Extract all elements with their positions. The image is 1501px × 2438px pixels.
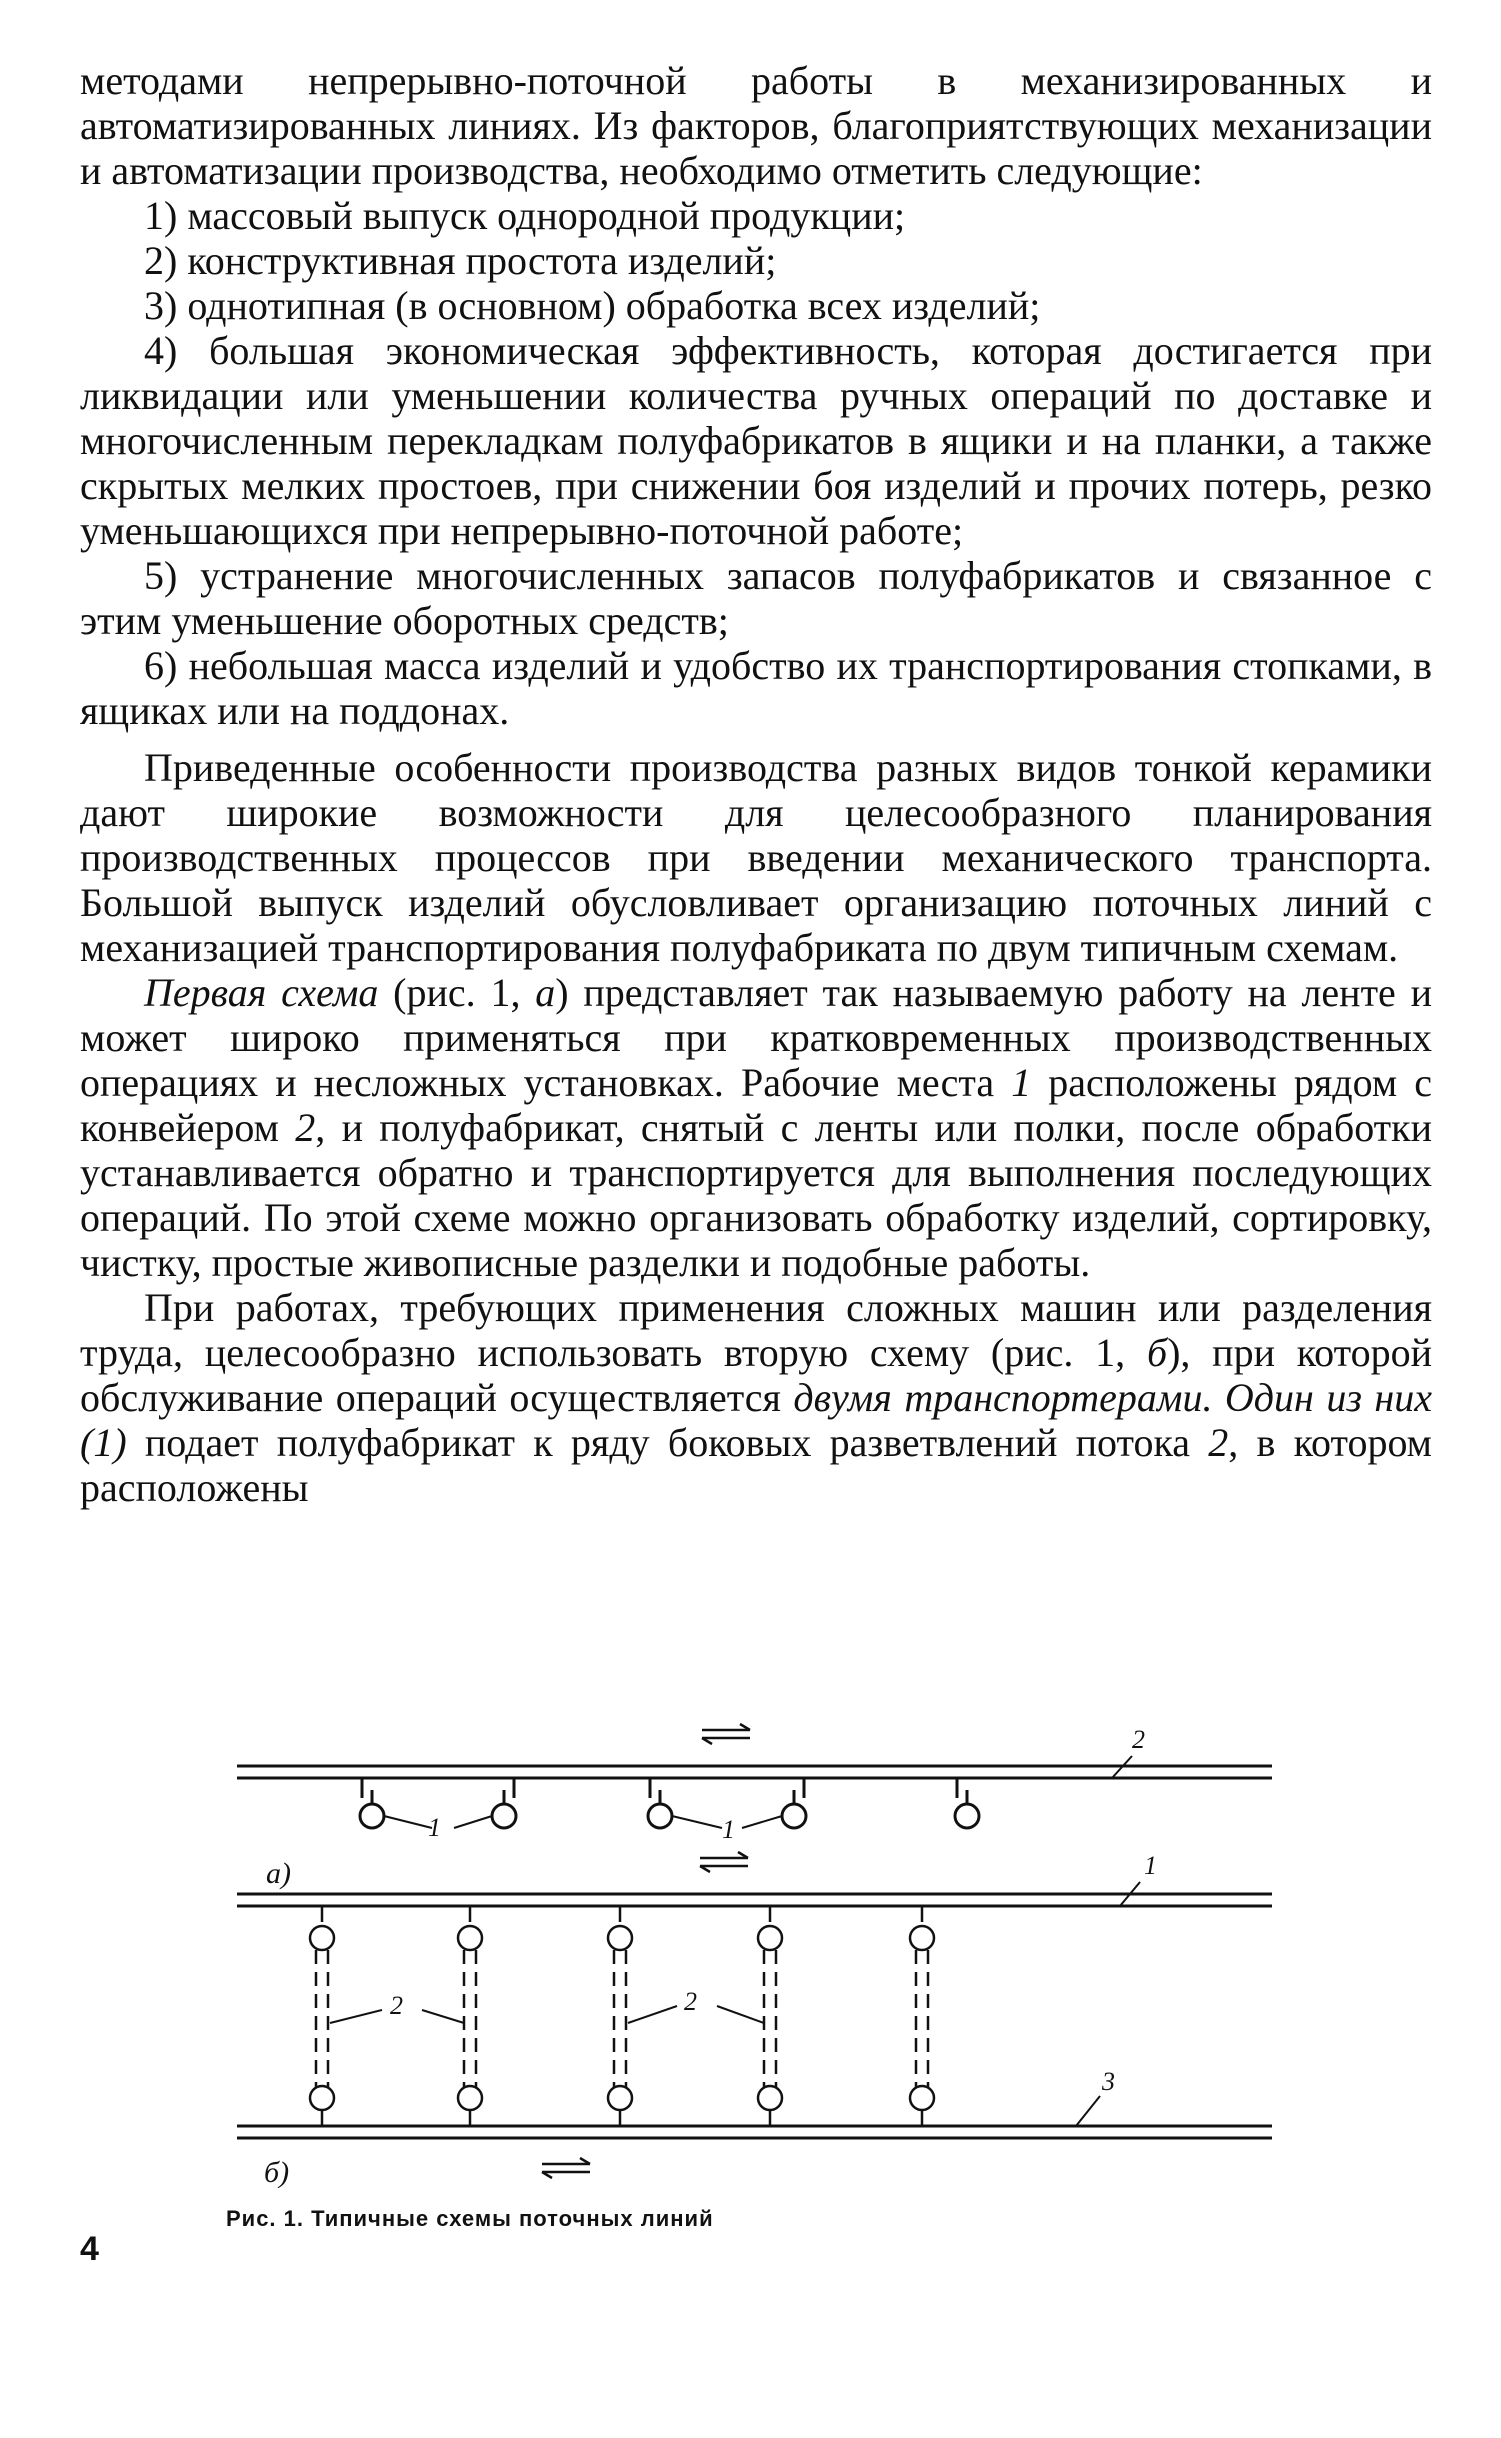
label-branch-2b: 2 <box>684 1987 697 2016</box>
direction-arrows-icon <box>702 1724 750 1744</box>
paragraph-second-scheme: При работах, требующих применения сложных машин или разделения труда, целесообразно использовать вторую схему (рис. 1, б), при которой обслуживание операций осуществляется двумя транспортерами. Один из них (1) подает полуфабрикат к ряду боковых разветвлений потока 2, в котором расположены <box>80 1285 1432 1510</box>
page-body <box>80 58 1432 1510</box>
label-conveyor-2: 2 <box>1132 1725 1145 1754</box>
branch-unit <box>758 1906 782 2126</box>
list-item-2: 2) конструктивная простота изделий; <box>144 238 777 283</box>
label-workplace-1b: 1 <box>722 1815 735 1844</box>
list-item-1: 1) массовый выпуск однородной продукции; <box>144 193 906 238</box>
label-conveyor-1: 1 <box>1144 1851 1157 1880</box>
list-item-5: 5) устранение многочисленных запасов полуфабрикатов и связанное с этим уменьшение оборотных средств; <box>80 553 1432 643</box>
label-conveyor-3: 3 <box>1102 2067 1115 2096</box>
label-workplace-1a: 1 <box>428 1813 441 1842</box>
scheme-a <box>237 1724 1272 1890</box>
figure-diagram <box>222 1718 1332 2188</box>
branch-unit <box>910 1906 934 2126</box>
branch-unit <box>608 1906 632 2126</box>
page-number: 4 <box>80 2230 99 2268</box>
figure-caption: Рис. 1. Типичные схемы поточных линий <box>226 2206 714 2231</box>
list-item-6: 6) небольшая масса изделий и удобство их транспортирования стопками, в ящиках или на поддонах. <box>80 643 1432 733</box>
label-scheme-b: б) <box>264 2156 290 2188</box>
label-scheme-a: а) <box>266 1857 291 1890</box>
list-item-4: 4) большая экономическая эффективность, которая достигается при ликвидации или уменьшении количества ручных операций по доставке и многочисленным перекладкам полуфабрикатов в ящики и на планки, а также скрытых мелких простоев, при снижении боя изделий и прочих потерь, резко уменьшающихся при непрерывно-поточной работе; <box>80 328 1432 553</box>
workplace-unit <box>955 1778 979 1828</box>
scheme-b <box>237 1851 1272 2188</box>
figure-flow-line-schemes <box>222 1718 1332 2188</box>
paragraph-features: Приведенные особенности производства разных видов тонкой керамики дают широкие возможности для целесообразного планирования производственных процессов при введении механического транспорта. Большой выпуск изделий обусловливает организацию поточных линий с механизацией транспортирования полуфабриката по двум типичным схемам. <box>80 745 1432 970</box>
branch-unit <box>310 1906 334 2126</box>
branch-unit <box>458 1906 482 2126</box>
paragraph-first-scheme: Первая схема (рис. 1, а) представляет так называемую работу на ленте и может широко применяться при кратковременных производственных операциях и несложных установках. Рабочие места 1 расположены рядом с конвейером 2, и полуфабрикат, снятый с ленты или полки, после обработки устанавливается обратно и транспортируется для выполнения последующих операций. По этой схеме можно организовать обработку изделий, сортировку, чистку, простые живописные разделки и подобные работы. <box>80 970 1433 1285</box>
direction-arrows-icon <box>542 2158 590 2178</box>
label-branch-2a: 2 <box>390 1991 403 2020</box>
intro-paragraph: методами непрерывно-поточной работы в механизированных и автоматизированных линиях. Из факторов, благоприятствующих механизации и автоматизации производства, необходимо отметить следующие: <box>80 58 1432 193</box>
em-first-scheme: Первая схема <box>144 970 379 1015</box>
list-item-3: 3) однотипная (в основном) обработка всех изделий; <box>144 283 1041 328</box>
direction-arrows-icon <box>700 1852 748 1872</box>
